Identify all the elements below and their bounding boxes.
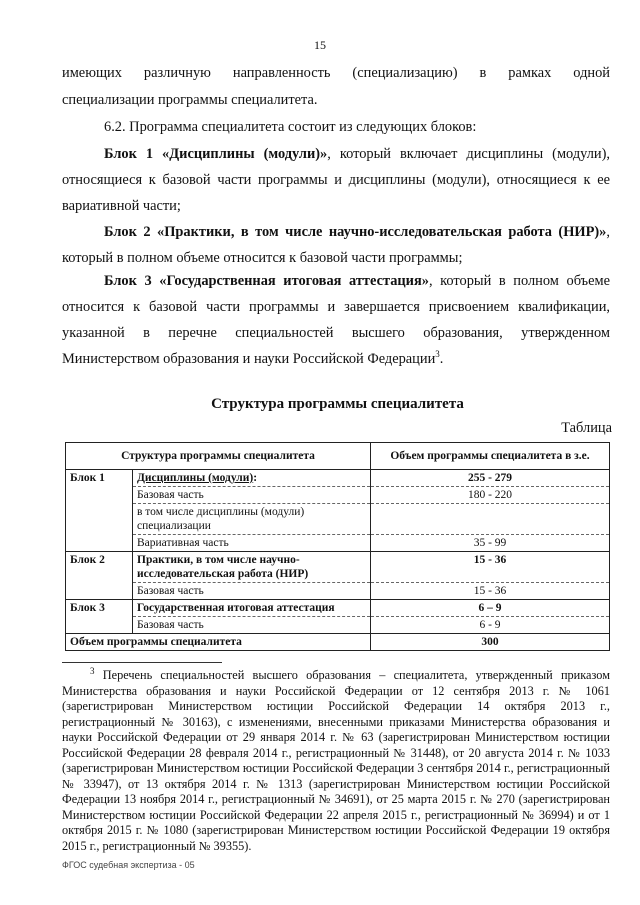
row-name: Государственная итоговая аттестация (133, 600, 371, 617)
table-header-row (66, 443, 610, 470)
total-value: 300 (371, 634, 610, 651)
total-label: Объем программы специалитета (66, 634, 371, 651)
row-name: в том числе дисциплины (модули) специализации (133, 504, 371, 535)
row-value (371, 504, 610, 535)
block2-paragraph (62, 219, 610, 271)
row-value: 15 - 36 (371, 552, 610, 583)
table-row (66, 535, 610, 552)
footnote-divider (62, 662, 222, 663)
footnote (62, 665, 610, 854)
row-name: Дисциплины (модули) (137, 472, 254, 484)
block3-label: Блок 3 «Государственная итоговая аттестация» (104, 273, 429, 289)
block3-text: , который в полном объеме относится к базовой части программы и завершается присвоением квалификации, указанной в перечне специальностей высшего образования, утвержденном Министерством образования и науки Российской Федерации (62, 273, 610, 367)
block-cell (66, 487, 133, 504)
row-name: Базовая часть (133, 617, 371, 634)
row-name: Практики, в том числе научно-исследовательская работа (НИР) (133, 552, 371, 583)
block-cell (66, 617, 133, 634)
footnote-ref[interactable]: 3 (435, 349, 440, 360)
block1-paragraph (62, 141, 610, 219)
block1-text: , который включает дисциплины (модули), относящиеся к базовой части программы и дисциплины (модули), относящиеся к ее вариативной части; (62, 146, 610, 214)
document-footer-label: ФГОС судебная экспертиза - 05 (62, 860, 195, 870)
block2-label: Блок 2 «Практики, в том числе научно-исследовательская работа (НИР)» (104, 224, 607, 240)
header-structure: Структура программы специалитета (66, 443, 371, 470)
row-name: Базовая часть (133, 583, 371, 600)
row-value: 255 - 279 (371, 470, 610, 487)
row-value: 15 - 36 (371, 583, 610, 600)
table-caption: Таблица (561, 420, 612, 436)
block3-paragraph (62, 268, 610, 372)
footnote-text: Перечень специальностей высшего образования – специалитета, утвержденный приказом Министерства образования и науки Российской Федерации от 12 сентября 2013 г. № 1061 (зарегистрирован Министерством юстиции Российской Федерации 14 октября 2013 г., регистрационный № 30163), с изменениями, внесенными приказами Министерства образования и науки Российской Федерации от 29 января 2014 г. № 63 (зарегистрирован Министерством юстиции Российской Федерации 28 февраля 2014 г., регистрационный № 31448), от 20 августа 2014 г. № 1033 (зарегистрирован Министерством юстиции Российской Федерации 3 сентября 2014 г., регистрационный № 33947), от 13 октября 2014 г. № 1313 (зарегистрирован Министерством юстиции Российской Федерации 13 ноября 2014 г., регистрационный № 34691), от 25 марта 2015 г. № 270 (зарегистрирован Министерством юстиции Российской Федерации 22 апреля 2015 г., регистрационный № 36994) и от 1 октября 2015 г. № 1080 (зарегистрирован Министерством юстиции Российской Федерации 19 октября 2015 г., регистрационный № 39355). (62, 668, 610, 853)
row-name: Вариативная часть (133, 535, 371, 552)
row-value: 35 - 99 (371, 535, 610, 552)
row-value: 6 – 9 (371, 600, 610, 617)
block2-text: , который в полном объеме относится к базовой части программы; (62, 224, 610, 266)
table-row (66, 617, 610, 634)
block3-end: . (439, 351, 444, 367)
table-title: Структура программы специалитета (211, 396, 464, 412)
table-row (66, 600, 610, 617)
row-value: 6 - 9 (371, 617, 610, 634)
paragraph: 6.2. Программа специалитета состоит из следующих блоков: (104, 119, 477, 135)
table-row (66, 583, 610, 600)
block-cell (66, 504, 133, 535)
block-cell (66, 535, 133, 552)
block-cell: Блок 1 (66, 470, 133, 487)
table-row (66, 552, 610, 583)
footnote-number: 3 (90, 665, 95, 676)
block-cell (66, 583, 133, 600)
block-cell: Блок 2 (66, 552, 133, 583)
page-number: 15 (314, 38, 326, 52)
table-row: Блок 1 Дисциплины (модули): 255 - 279 (66, 470, 610, 487)
program-structure-table (65, 442, 610, 651)
table-total-row (66, 634, 610, 651)
table-row (66, 487, 610, 504)
table-row (66, 504, 610, 535)
row-name: Базовая часть (133, 487, 371, 504)
row-value: 180 - 220 (371, 487, 610, 504)
block-cell: Блок 3 (66, 600, 133, 617)
paragraph-line: имеющих различную направленность (специализацию) в рамках одной (62, 65, 610, 81)
paragraph-line: специализации программы специалитета. (62, 92, 318, 108)
header-volume: Объем программы специалитета в з.е. (371, 443, 610, 470)
block1-label: Блок 1 «Дисциплины (модули)» (104, 146, 328, 162)
